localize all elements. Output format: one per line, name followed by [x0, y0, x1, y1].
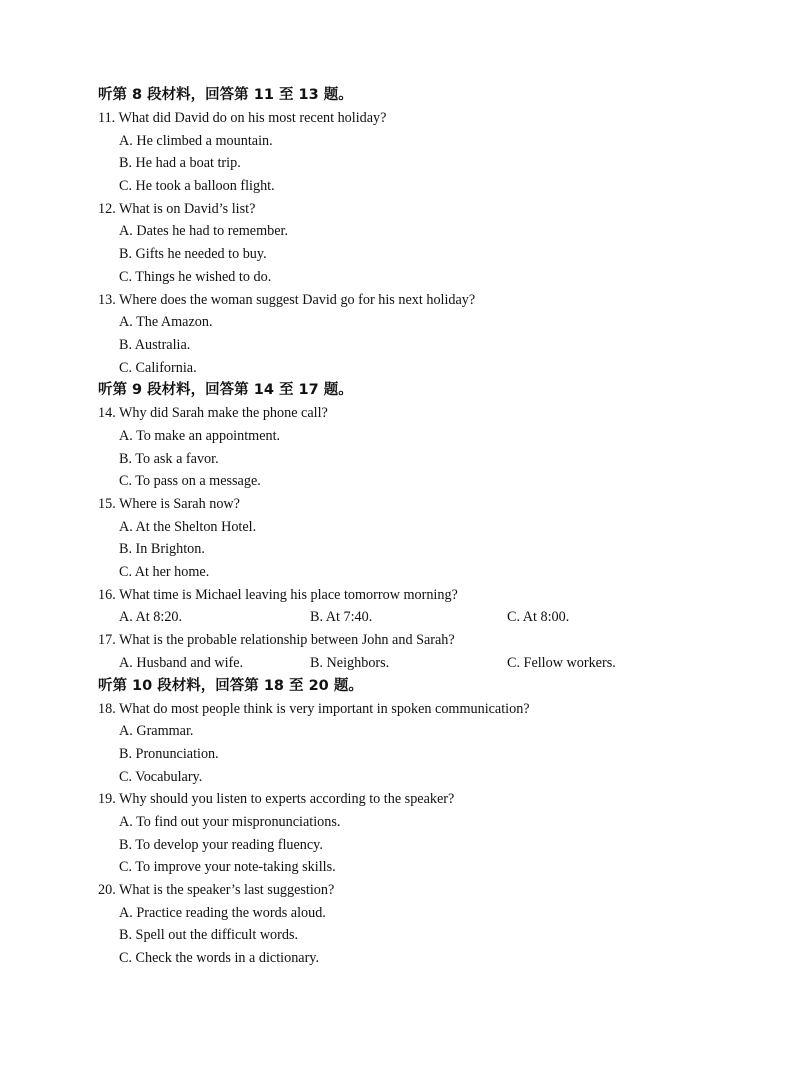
option-15b: B. In Brighton. [119, 541, 205, 558]
question-18: 18. What do most people think is very important in spoken communication? [98, 700, 530, 717]
option-11b: B. He had a boat trip. [119, 155, 241, 172]
exam-page [98, 84, 738, 970]
options-row-17 [98, 652, 738, 675]
option-20c: C. Check the words in a dictionary. [119, 950, 320, 967]
question-16: 16. What time is Michael leaving his place tomorrow morning? [98, 586, 458, 603]
question-17: 17. What is the probable relationship between John and Sarah? [98, 632, 455, 649]
option-17b: B. Neighbors. [310, 654, 390, 671]
option-19c: C. To improve your note-taking skills. [119, 859, 336, 876]
option-11c: C. He took a balloon flight. [119, 178, 275, 195]
question-13: 13. Where does the woman suggest David go for his next holiday? [98, 291, 476, 308]
option-18b: B. Pronunciation. [119, 745, 219, 762]
option-20a: A. Practice reading the words aloud. [119, 904, 326, 921]
question-12: 12. What is on David’s list? [98, 200, 256, 217]
option-13b: B. Australia. [119, 336, 191, 353]
section-heading-10: 听第 10 段材料，回答第 18 至 20 题。 [98, 677, 363, 694]
question-20: 20. What is the speaker’s last suggestion? [98, 882, 335, 898]
option-15a: A. At the Shelton Hotel. [119, 518, 257, 535]
options-row-16 [98, 606, 738, 629]
question-11: 11. What did David do on his most recent holiday? [98, 110, 387, 126]
option-19a: A. To find out your mispronunciations. [119, 813, 341, 830]
option-17c: C. Fellow workers. [507, 654, 616, 671]
option-14a: A. To make an appointment. [119, 427, 281, 444]
option-16b: B. At 7:40. [310, 609, 373, 626]
option-19b: B. To develop your reading fluency. [119, 836, 323, 853]
section-heading-9: 听第 9 段材料，回答第 14 至 17 题。 [98, 382, 353, 399]
option-12c: C. Things he wished to do. [119, 268, 272, 285]
option-17a: A. Husband and wife. [119, 654, 244, 671]
option-16a: A. At 8:20. [119, 609, 183, 626]
option-16c: C. At 8:00. [507, 609, 570, 626]
option-20b: B. Spell out the difficult words. [119, 927, 299, 944]
option-12a: A. Dates he had to remember. [119, 223, 289, 240]
question-19: 19. Why should you listen to experts according to the speaker? [98, 791, 455, 808]
option-12b: B. Gifts he needed to buy. [119, 246, 267, 263]
section-heading-8: 听第 8 段材料，回答第 11 至 13 题。 [98, 87, 353, 103]
option-13c: C. California. [119, 359, 197, 376]
question-15: 15. Where is Sarah now? [98, 496, 240, 512]
option-11a: A. He climbed a mountain. [119, 132, 273, 149]
option-18c: C. Vocabulary. [119, 768, 203, 785]
option-18a: A. Grammar. [119, 723, 194, 740]
option-15c: C. At her home. [119, 564, 210, 581]
question-14: 14. Why did Sarah make the phone call? [98, 405, 328, 422]
option-14b: B. To ask a favor. [119, 450, 219, 467]
option-13a: A. The Amazon. [119, 314, 213, 331]
option-14c: C. To pass on a message. [119, 473, 261, 490]
